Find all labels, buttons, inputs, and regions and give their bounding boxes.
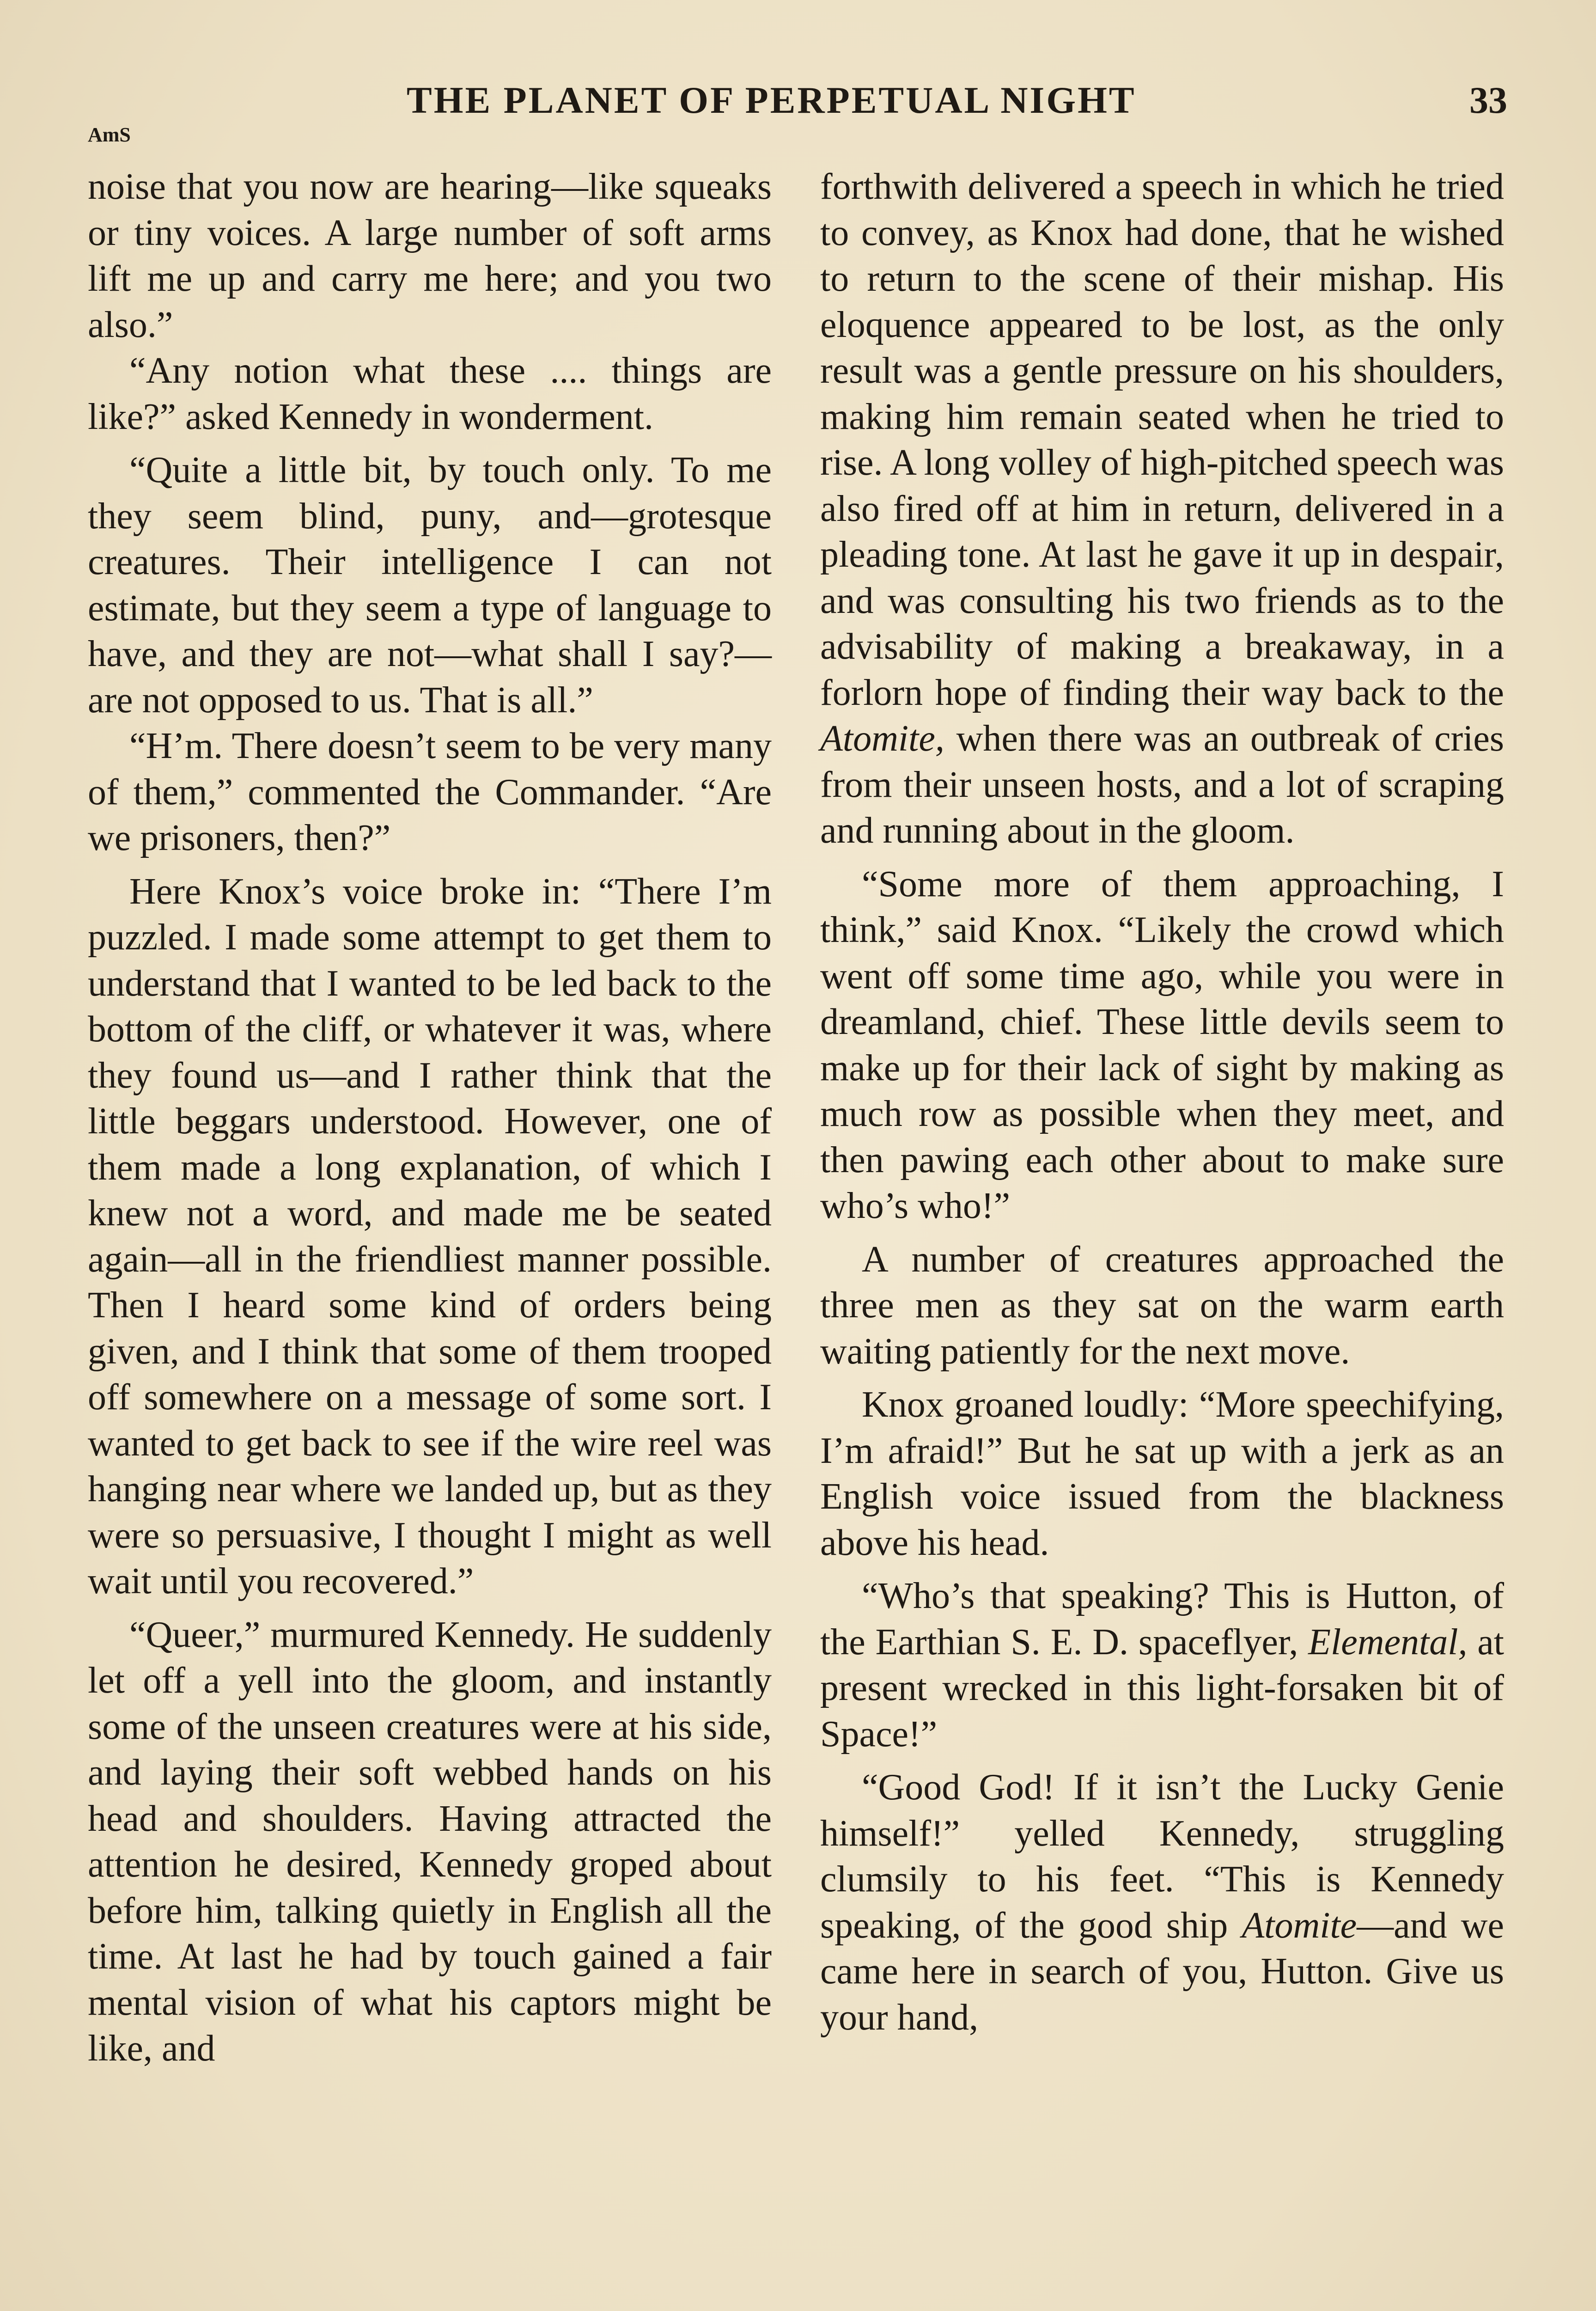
- page-number: 33: [1469, 79, 1507, 121]
- paragraph: Here Knox’s voice broke in: “There I’m puzzled. I made some attempt to get them to understand that I wanted to be led back to the bottom of the cliff, or whatever it was, where they found us—and I rather think that the little beggars understood. However, one of them made a long explanation, of which I knew not a word, and made me be seated again—all in the friendliest manner possible. Then I heard some kind of orders being given, and I think that some of them trooped off somewhere on a message of some sort. I wanted to get back to see if the wire reel was hanging near where we landed up, but as they were so persuasive, I thought I might as well wait until you recovered.”: [88, 871, 772, 1602]
- right-column: [820, 164, 1504, 2311]
- text-run: “Who’s that speaking? This is Hutton, of the Earthian S. E. D. spaceflyer,: [820, 1576, 1504, 1663]
- ship-name: Atomite,: [820, 718, 944, 759]
- text-run: when there was an outbreak of cries from their unseen hosts, and a lot of scraping and running about in the gloom.: [820, 718, 1504, 851]
- paragraph: A number of creatures approached the three men as they sat on the warm earth waiting patiently for the next move.: [820, 1239, 1504, 1372]
- paragraph: noise that you now are hearing—like squeaks or tiny voices. A large number of soft arms lift me up and carry me here; and you two also.”: [88, 166, 772, 345]
- text-run: at present wrecked in this light-forsaken bit of Space!”: [820, 1621, 1505, 1755]
- left-column: [88, 164, 772, 2311]
- text-run: —and we came here in search of you, Hutton. Give us your hand,: [820, 1905, 1505, 2038]
- ship-name: Elemental,: [1308, 1621, 1468, 1663]
- ship-name: Atomite: [1242, 1905, 1357, 1946]
- paragraph: “Any notion what these .... things are like?” asked Kennedy in wonderment.: [88, 350, 772, 437]
- paragraph: “Some more of them approaching, I think,” said Knox. “Likely the crowd which went off some time ago, while you were in dreamland, chief. These little devils seem to make up for their lack of sight by making as much row as possible when they meet, and then pawing each other about to make sure who’s who!”: [820, 863, 1504, 1226]
- paragraph: “H’m. There doesn’t seem to be very many of them,” commented the Commander. “Are we prisoners, then?”: [88, 726, 772, 858]
- running-header: [0, 79, 1596, 129]
- paragraph: “Queer,” murmured Kennedy. He suddenly let off a yell into the gloom, and instantly some of the unseen creatures were at his side, and laying their soft webbed hands on his head and shoulders. Having attracted the attention he desired, Kennedy groped about before him, talking quietly in English all the time. At last he had by touch gained a fair mental vision of what his captors might be like, and: [88, 1614, 772, 2069]
- paragraph: Knox groaned loudly: “More speechifying, I’m afraid!” But he sat up with a jerk as an English voice issued from the blackness above his head.: [820, 1384, 1504, 1563]
- paragraph: [820, 1765, 1504, 2041]
- text-run: forthwith delivered a speech in which he tried to convey, as Knox had done, that he wished to return to the scene of their mishap. His eloquence appeared to be lost, as the only result was a gentle pressure on his shoulders, making him remain seated when he tried to rise. A long volley of high-pitched speech was also fired off at him in return, delivered in a pleading tone. At last he gave it up in despair, and was consulting his two friends as to the advisability of making a breakaway, in a forlorn hope of finding their way back to the: [820, 166, 1504, 713]
- magazine-code: AmS: [88, 123, 131, 146]
- paragraph: [820, 164, 1504, 854]
- running-title: THE PLANET OF PERPETUAL NIGHT: [407, 79, 1136, 121]
- paragraph: [820, 1573, 1504, 1757]
- paragraph: “Quite a little bit, by touch only. To me they seem blind, puny, and—grotesque creatures. Their intelligence I can not estimate, but they seem a type of language to have, and they are not—what shall I say?—are not opposed to us. That is all.”: [88, 450, 772, 721]
- text-run: “Good God! If it isn’t the Lucky Genie himself!” yelled Kennedy, struggling clumsily to his feet. “This is Kennedy speaking, of the good ship: [820, 1767, 1504, 1946]
